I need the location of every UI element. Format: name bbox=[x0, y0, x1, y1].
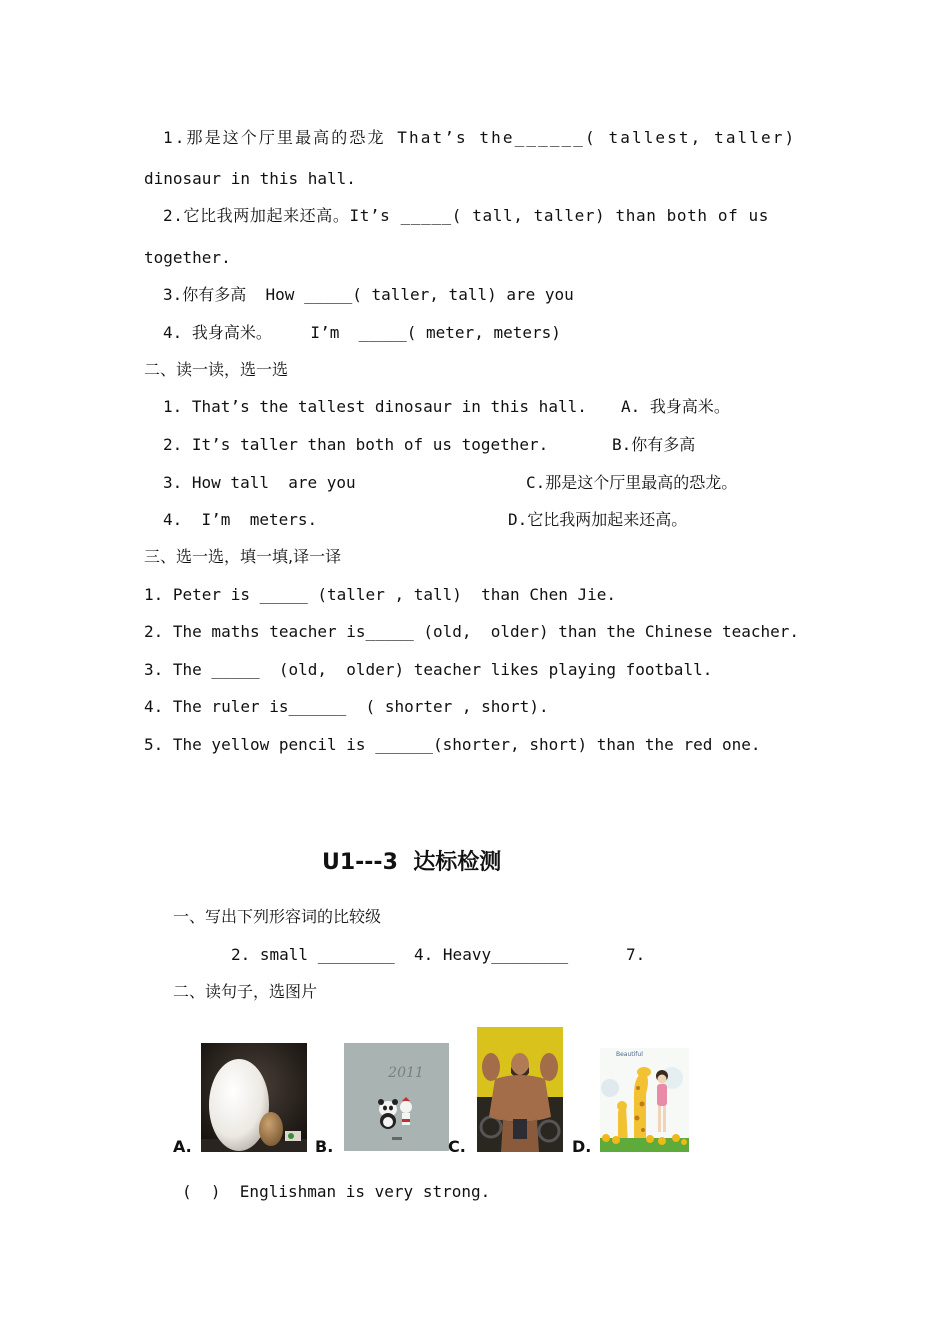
fill-item-3: 3. The _____ (old, older) teacher likes playing football. bbox=[144, 660, 713, 679]
match-left-1: 1. That’s the tallest dinosaur in this hall. bbox=[163, 397, 587, 416]
match-left-4: 4. I’m meters. bbox=[163, 510, 318, 529]
cartoon-panda-card-picture bbox=[344, 1043, 449, 1151]
fill-item-5: 5. The yellow pencil is ______(shorter, short) than the red one. bbox=[144, 735, 761, 754]
part2-heading: 二、读一读，选一选 bbox=[144, 360, 289, 379]
match-left-2: 2. It’s taller than both of us together. bbox=[163, 435, 549, 454]
match-right-c: C.那是这个厅里最高的恐龙。 bbox=[526, 473, 738, 492]
picture-label-a: A. bbox=[173, 1137, 192, 1156]
picture-label-d: D. bbox=[572, 1137, 592, 1156]
match-right-b: B.你有多高 bbox=[612, 435, 696, 454]
item-2-line-1: 2.它比我两加起来还高。It’s _____( tall, taller) than both of us bbox=[163, 206, 770, 225]
fill-item-1: 1. Peter is _____ (taller , tall) than Chen Jie. bbox=[144, 585, 617, 604]
strong-man-picture bbox=[477, 1027, 563, 1152]
item-2-line-2: together. bbox=[144, 248, 231, 267]
giraffe-girl-picture bbox=[600, 1048, 689, 1152]
year-text: 2011 bbox=[388, 1065, 424, 1081]
item-4: 4. 我身高米。 I’m _____( meter, meters) bbox=[163, 323, 561, 342]
picture-label-c: C. bbox=[448, 1137, 466, 1156]
match-left-3: 3. How tall are you bbox=[163, 473, 356, 492]
fill-item-4: 4. The ruler is______ ( shorter , short). bbox=[144, 697, 549, 716]
part3-heading: 三、选一选，填一填,译一译 bbox=[144, 547, 342, 566]
match-right-d: D.它比我两加起来还高。 bbox=[508, 510, 688, 529]
caption-text: Beautiful bbox=[616, 1051, 643, 1058]
match-right-a: A. 我身高米。 bbox=[621, 397, 730, 416]
q1-heading: 一、写出下列形容词的比较级 bbox=[173, 907, 382, 926]
picture-question: ( ) Englishman is very strong. bbox=[182, 1182, 491, 1201]
eggs-picture bbox=[201, 1043, 307, 1152]
item-1-line-1: 1.那是这个厅里最高的恐龙 That’s the______( tallest, taller) bbox=[163, 128, 797, 147]
q2-heading: 二、读句子，选图片 bbox=[173, 982, 318, 1001]
q1-line: 2. small ________ 4. Heavy________ 7. bbox=[231, 945, 646, 964]
section-title: U1---3 达标检测 bbox=[322, 850, 502, 875]
fill-item-2: 2. The maths teacher is_____ (old, older) than the Chinese teacher. bbox=[144, 622, 800, 641]
picture-label-b: B. bbox=[315, 1137, 334, 1156]
item-3: 3.你有多高 How _____( taller, tall) are you bbox=[163, 285, 574, 304]
item-1-line-2: dinosaur in this hall. bbox=[144, 169, 356, 188]
